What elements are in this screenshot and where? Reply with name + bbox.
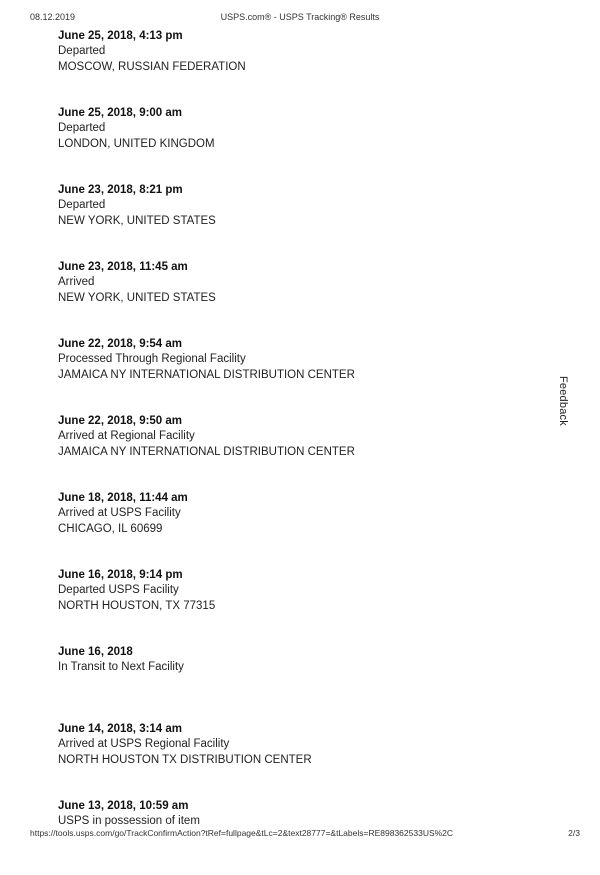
print-date: 08.12.2019 (30, 12, 76, 22)
event-datetime: June 23, 2018, 11:45 am (58, 261, 188, 273)
print-page-title: USPS.com® - USPS Tracking® Results (220, 12, 380, 22)
event-status: Arrived at USPS Facility (58, 507, 181, 519)
tracking-event (58, 490, 518, 567)
event-status: Processed Through Regional Facility (58, 353, 246, 365)
event-location: NEW YORK, UNITED STATES (58, 292, 216, 304)
tracking-event (58, 182, 518, 259)
event-status: Departed (58, 45, 106, 57)
event-location: CHICAGO, IL 60699 (58, 523, 163, 535)
print-page-number: 2/3 (568, 828, 580, 838)
event-datetime: June 13, 2018, 10:59 am (58, 800, 189, 812)
event-location: NORTH HOUSTON, TX 77315 (58, 600, 216, 612)
event-datetime: June 22, 2018, 9:54 am (58, 338, 183, 350)
event-status: Arrived at Regional Facility (58, 430, 195, 442)
tracking-event (58, 644, 518, 721)
event-status: In Transit to Next Facility (58, 661, 184, 673)
event-datetime: June 18, 2018, 11:44 am (58, 492, 188, 504)
tracking-event (58, 721, 518, 798)
event-location: NORTH HOUSTON TX DISTRIBUTION CENTER (58, 754, 312, 766)
event-location: NEW YORK, UNITED STATES (58, 215, 216, 227)
tracking-history-list (58, 28, 518, 875)
event-location: JAMAICA NY INTERNATIONAL DISTRIBUTION CENTER (58, 369, 355, 381)
tracking-event (58, 336, 518, 413)
event-datetime: June 25, 2018, 4:13 pm (58, 30, 183, 42)
event-datetime: June 16, 2018, 9:14 pm (58, 569, 183, 581)
print-header (0, 12, 600, 24)
event-status: USPS in possession of item (58, 815, 200, 827)
event-status: Arrived at USPS Regional Facility (58, 738, 230, 750)
event-datetime: June 14, 2018, 3:14 am (58, 723, 183, 735)
feedback-tab[interactable]: Feedback (557, 376, 569, 426)
event-location: MOSCOW, RUSSIAN FEDERATION (58, 61, 246, 73)
tracking-event (58, 105, 518, 182)
event-location: LONDON, UNITED KINGDOM (58, 138, 215, 150)
tracking-event (58, 567, 518, 644)
print-url: https://tools.usps.com/go/TrackConfirmAction?tRef=fullpage&tLc=2&text28777=&tLabels=RE898362533US%2C (30, 828, 454, 838)
event-datetime: June 25, 2018, 9:00 am (58, 107, 183, 119)
tracking-event (58, 413, 518, 490)
event-status: Departed (58, 199, 106, 211)
event-datetime: June 16, 2018 (58, 646, 133, 658)
tracking-event (58, 28, 518, 105)
event-datetime: June 23, 2018, 8:21 pm (58, 184, 183, 196)
event-location: JAMAICA NY INTERNATIONAL DISTRIBUTION CENTER (58, 446, 355, 458)
event-status: Arrived (58, 276, 95, 288)
event-status: Departed USPS Facility (58, 584, 179, 596)
event-datetime: June 22, 2018, 9:50 am (58, 415, 183, 427)
print-footer (0, 828, 600, 840)
tracking-event (58, 259, 518, 336)
event-status: Departed (58, 122, 106, 134)
